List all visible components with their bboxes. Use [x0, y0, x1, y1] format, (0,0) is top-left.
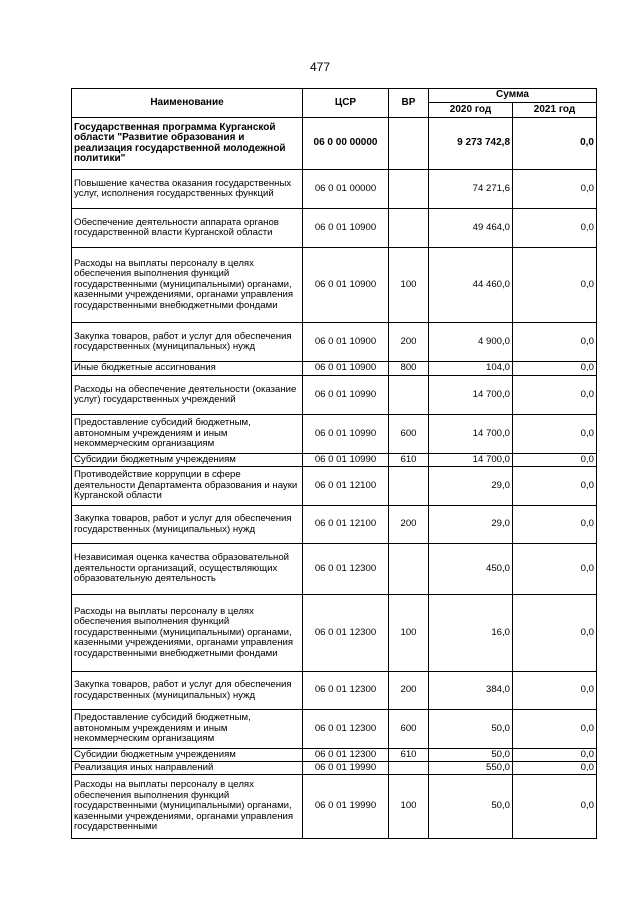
table-row — [72, 775, 597, 839]
row-sum-2020-cell: 384,0 — [429, 672, 513, 710]
row-sum-2021-cell: 0,0 — [513, 118, 597, 170]
row-vr-cell: 610 — [389, 749, 429, 762]
row-sum-2021-cell: 0,0 — [513, 775, 597, 839]
header-name: Наименование — [72, 89, 303, 118]
row-sum-2021-cell: 0,0 — [513, 595, 597, 672]
row-sum-2020-cell: 550,0 — [429, 762, 513, 775]
row-csr-cell: 06 0 01 12100 — [303, 506, 389, 544]
table-row — [72, 544, 597, 595]
row-name-cell: Расходы на выплаты персоналу в целях обеспечения выполнения функций государственными (муниципальными) органами, казенными учреждениями, органами управления государственными внебюджетными фондами — [72, 248, 303, 323]
table-row — [72, 506, 597, 544]
row-sum-2021-cell: 0,0 — [513, 710, 597, 749]
row-vr-cell — [389, 762, 429, 775]
row-vr-cell — [389, 118, 429, 170]
row-sum-2021-cell: 0,0 — [513, 544, 597, 595]
header-csr: ЦСР — [303, 89, 389, 118]
table-row — [72, 170, 597, 209]
row-vr-cell: 100 — [389, 595, 429, 672]
row-sum-2020-cell: 104,0 — [429, 362, 513, 376]
table-row — [72, 672, 597, 710]
row-csr-cell: 06 0 01 12100 — [303, 467, 389, 506]
row-sum-2021-cell: 0,0 — [513, 454, 597, 467]
table-row — [72, 454, 597, 467]
row-sum-2020-cell: 4 900,0 — [429, 323, 513, 362]
row-sum-2020-cell: 29,0 — [429, 506, 513, 544]
row-name-cell: Расходы на выплаты персоналу в целях обеспечения выполнения функций государственными (муниципальными) органами, казенными учреждениями, органами управления государственными — [72, 775, 303, 839]
row-vr-cell — [389, 467, 429, 506]
budget-table — [71, 88, 597, 839]
row-name-cell: Повышение качества оказания государственных услуг, исполнения государственных функций — [72, 170, 303, 209]
row-sum-2021-cell: 0,0 — [513, 362, 597, 376]
table-row — [72, 362, 597, 376]
row-sum-2020-cell: 450,0 — [429, 544, 513, 595]
row-vr-cell: 600 — [389, 710, 429, 749]
row-csr-cell: 06 0 01 12300 — [303, 595, 389, 672]
table-row — [72, 415, 597, 454]
row-sum-2021-cell: 0,0 — [513, 209, 597, 248]
row-name-cell: Предоставление субсидий бюджетным, автономным учреждениям и иным некоммерческим организациям — [72, 415, 303, 454]
table-row — [72, 467, 597, 506]
row-vr-cell: 100 — [389, 775, 429, 839]
row-csr-cell: 06 0 00 00000 — [303, 118, 389, 170]
row-vr-cell — [389, 376, 429, 415]
row-vr-cell: 600 — [389, 415, 429, 454]
header-2020: 2020 год — [429, 103, 513, 118]
row-sum-2021-cell: 0,0 — [513, 506, 597, 544]
row-sum-2020-cell: 14 700,0 — [429, 376, 513, 415]
row-vr-cell: 200 — [389, 672, 429, 710]
row-name-cell: Закупка товаров, работ и услуг для обеспечения государственных (муниципальных) нужд — [72, 506, 303, 544]
row-csr-cell: 06 0 01 19990 — [303, 775, 389, 839]
row-csr-cell: 06 0 01 12300 — [303, 710, 389, 749]
row-sum-2020-cell: 74 271,6 — [429, 170, 513, 209]
row-sum-2021-cell: 0,0 — [513, 170, 597, 209]
row-csr-cell: 06 0 01 19990 — [303, 762, 389, 775]
row-csr-cell: 06 0 01 10990 — [303, 376, 389, 415]
row-sum-2021-cell: 0,0 — [513, 749, 597, 762]
row-sum-2021-cell: 0,0 — [513, 672, 597, 710]
row-sum-2020-cell: 49 464,0 — [429, 209, 513, 248]
row-csr-cell: 06 0 01 12300 — [303, 544, 389, 595]
row-vr-cell: 610 — [389, 454, 429, 467]
table-row — [72, 762, 597, 775]
table-row — [72, 376, 597, 415]
row-name-cell: Расходы на обеспечение деятельности (оказание услуг) государственных учреждений — [72, 376, 303, 415]
header-2021: 2021 год — [513, 103, 597, 118]
row-sum-2021-cell: 0,0 — [513, 415, 597, 454]
row-name-cell: Противодействие коррупции в сфере деятельности Департамента образования и науки Курганской области — [72, 467, 303, 506]
row-sum-2020-cell: 9 273 742,8 — [429, 118, 513, 170]
table-row — [72, 248, 597, 323]
table-row — [72, 118, 597, 170]
row-sum-2021-cell: 0,0 — [513, 762, 597, 775]
row-name-cell: Предоставление субсидий бюджетным, автономным учреждениям и иным некоммерческим организациям — [72, 710, 303, 749]
row-name-cell: Расходы на выплаты персоналу в целях обеспечения выполнения функций государственными (муниципальными) органами, казенными учреждениями, органами управления государственными внебюджетными фондами — [72, 595, 303, 672]
row-sum-2020-cell: 29,0 — [429, 467, 513, 506]
row-name-cell: Независимая оценка качества образовательной деятельности организаций, осуществляющих образовательную деятельность — [72, 544, 303, 595]
row-sum-2020-cell: 50,0 — [429, 710, 513, 749]
row-sum-2020-cell: 50,0 — [429, 775, 513, 839]
row-sum-2021-cell: 0,0 — [513, 323, 597, 362]
row-name-cell: Реализация иных направлений — [72, 762, 303, 775]
row-name-cell: Иные бюджетные ассигнования — [72, 362, 303, 376]
row-csr-cell: 06 0 01 10900 — [303, 209, 389, 248]
row-csr-cell: 06 0 01 12300 — [303, 749, 389, 762]
row-sum-2020-cell: 16,0 — [429, 595, 513, 672]
table-body — [72, 118, 597, 839]
row-name-cell: Субсидии бюджетным учреждениям — [72, 454, 303, 467]
table-row — [72, 209, 597, 248]
row-sum-2020-cell: 14 700,0 — [429, 415, 513, 454]
table-row — [72, 323, 597, 362]
row-csr-cell: 06 0 01 10900 — [303, 362, 389, 376]
row-sum-2021-cell: 0,0 — [513, 467, 597, 506]
table-row — [72, 749, 597, 762]
row-csr-cell: 06 0 01 10990 — [303, 454, 389, 467]
row-csr-cell: 06 0 01 10990 — [303, 415, 389, 454]
row-sum-2021-cell: 0,0 — [513, 248, 597, 323]
header-vr: ВР — [389, 89, 429, 118]
row-vr-cell: 200 — [389, 323, 429, 362]
row-csr-cell: 06 0 01 00000 — [303, 170, 389, 209]
row-vr-cell — [389, 170, 429, 209]
table-row — [72, 595, 597, 672]
row-name-cell: Закупка товаров, работ и услуг для обеспечения государственных (муниципальных) нужд — [72, 323, 303, 362]
row-name-cell: Обеспечение деятельности аппарата органов государственной власти Курганской области — [72, 209, 303, 248]
row-vr-cell: 100 — [389, 248, 429, 323]
row-name-cell: Государственная программа Курганской области "Развитие образования и реализация государственной молодежной политики" — [72, 118, 303, 170]
header-sum: Сумма — [429, 89, 597, 103]
row-name-cell: Закупка товаров, работ и услуг для обеспечения государственных (муниципальных) нужд — [72, 672, 303, 710]
row-name-cell: Субсидии бюджетным учреждениям — [72, 749, 303, 762]
row-csr-cell: 06 0 01 12300 — [303, 672, 389, 710]
row-vr-cell — [389, 209, 429, 248]
row-sum-2020-cell: 44 460,0 — [429, 248, 513, 323]
row-vr-cell — [389, 544, 429, 595]
row-sum-2020-cell: 14 700,0 — [429, 454, 513, 467]
row-vr-cell: 800 — [389, 362, 429, 376]
row-sum-2021-cell: 0,0 — [513, 376, 597, 415]
table-row — [72, 710, 597, 749]
row-csr-cell: 06 0 01 10900 — [303, 323, 389, 362]
page-number: 477 — [309, 60, 331, 74]
row-sum-2020-cell: 50,0 — [429, 749, 513, 762]
row-csr-cell: 06 0 01 10900 — [303, 248, 389, 323]
row-vr-cell: 200 — [389, 506, 429, 544]
